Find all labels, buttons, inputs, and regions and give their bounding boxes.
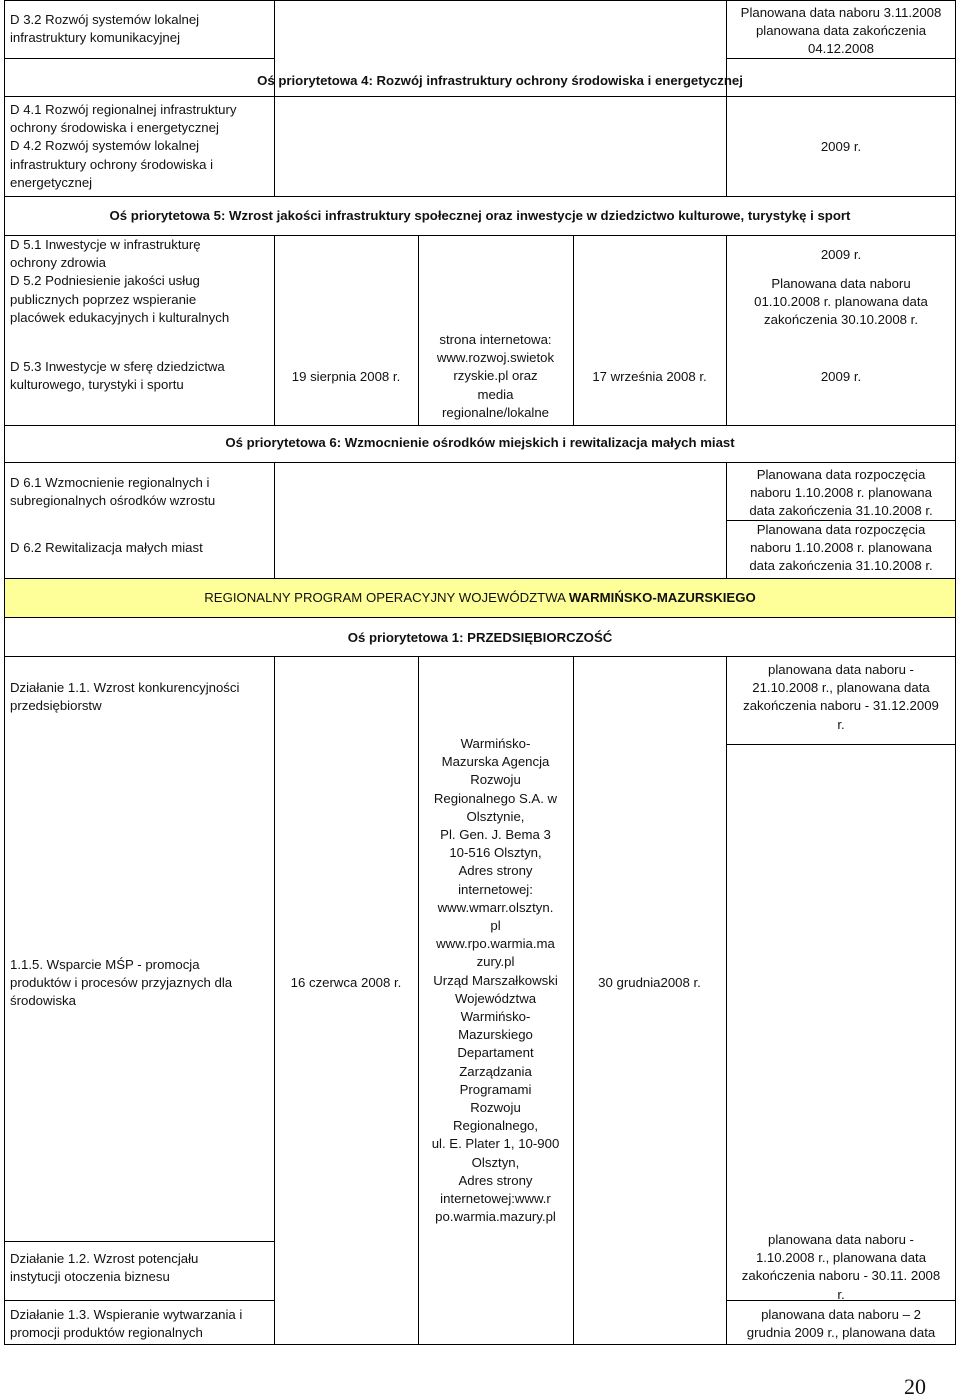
axis1-date-published: 16 czerwca 2008 r. [290, 975, 402, 990]
nabor-d61: Planowana data rozpoczęcia naboru 1.10.2008 r. planowana data zakończenia 31.10.2008 r. [749, 467, 933, 519]
action-1-1-5: 1.1.5. Wsparcie MŚP - promocja produktów i procesów przyjaznych dla środowiska [10, 957, 233, 1009]
action-d53: D 5.3 Inwestycje w sferę dziedzictwa kulturowego, turystyki i sportu [10, 359, 225, 393]
nabor-a12: planowana data naboru - 1.10.2008 r., planowana data zakończenia naboru - 30.11. 2008 r. [741, 1232, 941, 1302]
action-1-1: Działanie 1.1. Wzrost konkurencyjności przedsiębiorstw [10, 680, 240, 714]
axis1-date-info: 30 grudnia2008 r. [598, 975, 701, 990]
nabor-d32: Planowana data naboru 3.11.2008 planowana data zakończenia 04.12.2008 [740, 5, 942, 57]
action-d41-d42: D 4.1 Rozwój regionalnej infrastruktury ochrony środowiska i energetycznej D 4.2 Rozwój systemów lokalnej infrastruktury ochrony środowiska i energetycznej [10, 102, 237, 190]
nabor-d51: 2009 r. [820, 247, 862, 262]
axis5-title: Oś priorytetowa 5: Wzrost jakości infrastruktury społecznej oraz inwestycje w dziedzictwo kulturowe, turystykę i sport [109, 208, 851, 223]
axis4-title: Oś priorytetowa 4: Rozwój infrastruktury ochrony środowiska i energetycznej [257, 73, 743, 88]
axis1-title: Oś priorytetowa 1: PRZEDSIĘBIORCZOŚĆ [347, 630, 613, 645]
axis5-date-published: 19 sierpnia 2008 r. [291, 369, 401, 384]
nabor-d53: 2009 r. [820, 369, 862, 384]
nabor-d52: Planowana data naboru 01.10.2008 r. planowana data zakończenia 30.10.2008 r. [754, 276, 928, 328]
action-1-2: Działanie 1.2. Wzrost potencjału instytucji otoczenia biznesu [10, 1251, 199, 1285]
action-1-3: Działanie 1.3. Wspieranie wytwarzania i promocji produktów regionalnych [10, 1307, 243, 1341]
axis1-source: Warmińsko- Mazurska Agencja Rozwoju Regionalnego S.A. w Olsztynie, Pl. Gen. J. Bema 3 10-516 Olsztyn, Adres strony internetowej: www.wmarr.olsztyn. pl www.rpo.warmia.ma zury.pl Urząd Marszałkowski Województwa Warmińsko- Mazurskiego Departament Zarządzania Programami Rozwoju Regionalnego, ul. E. Plater 1, 10-900 Olsztyn, Adres strony internetowej:www.r po.warmia.mazury.pl [431, 736, 560, 1225]
nabor-a11: planowana data naboru - 21.10.2008 r., planowana data zakończenia naboru - 31.12.2009 r. [743, 662, 939, 732]
nabor-a13: planowana data naboru – 2 grudnia 2009 r., planowana data [746, 1307, 936, 1341]
page-number: 20 [904, 1374, 926, 1399]
action-d62: D 6.2 Rewitalizacja małych miast [10, 540, 203, 555]
action-d61: D 6.1 Wzmocnienie regionalnych i subregionalnych ośrodków wzrostu [10, 475, 216, 509]
axis6-title: Oś priorytetowa 6: Wzmocnienie ośrodków miejskich i rewitalizacja małych miast [225, 435, 735, 450]
axis5-source: strona internetowa: www.rozwoj.swietok rzyskie.pl oraz media regionalne/lokalne [436, 332, 555, 420]
nabor-d62: Planowana data rozpoczęcia naboru 1.10.2008 r. planowana data zakończenia 31.10.2008 r. [749, 522, 933, 574]
axis5-date-info: 17 września 2008 r. [592, 369, 707, 384]
nabor-d4: 2009 r. [820, 139, 862, 154]
action-d32: D 3.2 Rozwój systemów lokalnej infrastruktury komunikacyjnej [10, 12, 200, 46]
program-title: REGIONALNY PROGRAM OPERACYJNY WOJEWÓDZTWA WARMIŃSKO-MAZURSKIEGO [204, 590, 756, 605]
actions-d51-d52: D 5.1 Inwestycje w infrastrukturę ochrony zdrowia D 5.2 Podniesienie jakości usług publicznych poprzez wspieranie placówek edukacyjnych i kulturalnych [10, 237, 230, 325]
